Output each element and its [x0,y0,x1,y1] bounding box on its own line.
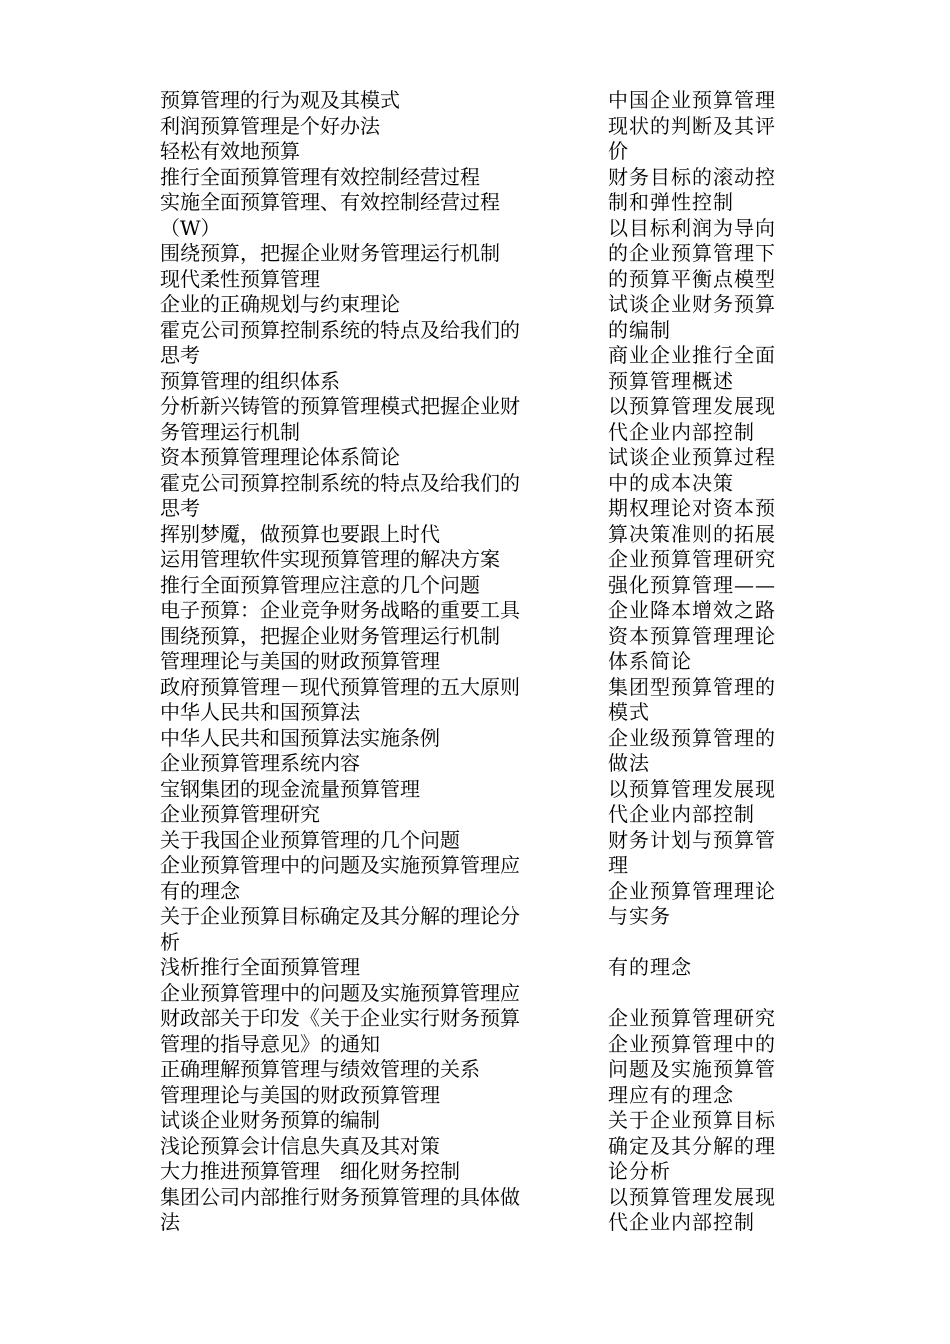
title-line: 的编制 [608,317,671,342]
title-line: 集团型预算管理的 [608,674,776,699]
title-line: 企业预算管理中的 [608,1031,776,1056]
title-line: 电子预算：企业竞争财务战略的重要工具 [160,598,520,622]
title-line: 企业预算管理研究 [608,1006,776,1030]
title-line: 围绕预算，把握企业财务管理运行机制 [160,241,500,265]
title-line: 制和弹性控制 [608,190,734,214]
title-line: 强化预算管理—— [608,572,776,597]
title-line: 代企业内部控制 [608,1210,755,1234]
title-line: 关于企业预算目标确定及其分解的理论分 [160,904,520,928]
title-line: 有的理念 [608,955,692,979]
title-line: 宝钢集团的现金流量预算管理 [160,776,420,801]
left-title-column [160,88,580,1236]
title-line: 浅析推行全面预算管理 [160,955,360,979]
title-line: 管理理论与美国的财政预算管理 [160,649,440,673]
title-line: 企业降本增效之路 [608,598,776,622]
title-line: 大力推进预算管理 细化财务控制 [160,1159,460,1183]
title-line: 代企业内部控制 [608,419,755,444]
title-line: 资本预算管理理论体系简论 [160,445,400,469]
title-line: 企业预算管理中的问题及实施预算管理应 [160,980,520,1005]
title-line [608,981,808,1007]
title-line: 财政部关于印发《关于企业实行财务预算 [160,1006,520,1030]
title-line: 的企业预算管理下 [608,241,776,265]
title-line: 思考 [160,496,200,520]
title-line: 析 [160,929,180,954]
title-line: 论分析 [608,1159,671,1183]
title-line: 政府预算管理－现代预算管理的五大原则 [160,674,520,699]
title-line: 轻松有效地预算 [160,139,300,163]
title-line: 管理的指导意见》的通知 [160,1031,380,1056]
title-line: 现状的判断及其评 [608,113,776,138]
title-line: 以预算管理发展现 [608,1184,776,1209]
title-line: 确定及其分解的理 [608,1133,776,1158]
title-line: 企业预算管理中的问题及实施预算管理应 [160,853,520,877]
title-line: 试谈企业财务预算的编制 [160,1108,380,1132]
title-line: 问题及实施预算管 [608,1057,776,1081]
title-line: 企业预算管理研究 [160,802,320,826]
title-line: 预算管理概述 [608,368,734,393]
title-line: 试谈企业预算过程 [608,445,776,469]
title-line: 法 [160,1210,180,1234]
title-line: 算决策准则的拓展 [608,521,776,546]
right-title-column [608,88,808,1236]
title-line: 试谈企业财务预算 [608,292,776,316]
title-line: 企业级预算管理的 [608,725,776,750]
title-line: 体系简论 [608,649,692,673]
title-line: 企业预算管理研究 [608,547,776,571]
title-line: 关于我国企业预算管理的几个问题 [160,827,460,852]
title-line: 以目标利润为导向 [608,215,776,240]
title-line: 的预算平衡点模型 [608,266,776,291]
title-line: 推行全面预算管理应注意的几个问题 [160,572,480,597]
title-line: 与实务 [608,904,671,928]
title-line: 预算管理的组织体系 [160,368,340,393]
title-line: 挥别梦魇，做预算也要跟上时代 [160,521,440,546]
title-line: 中的成本决策 [608,470,734,495]
title-line: 期权理论对资本预 [608,496,776,520]
title-line: 企业预算管理理论 [608,878,776,903]
title-line: 以预算管理发展现 [608,776,776,801]
title-line: 企业预算管理系统内容 [160,751,360,775]
title-line: 理应有的理念 [608,1082,734,1107]
title-line: 现代柔性预算管理 [160,266,320,291]
title-line: 中华人民共和国预算法实施条例 [160,725,440,750]
title-line: 资本预算管理理论 [608,623,776,648]
title-line: 分析新兴铸管的预算管理模式把握企业财 [160,394,520,418]
title-line: 利润预算管理是个好办法 [160,113,380,138]
title-line: 代企业内部控制 [608,802,755,826]
title-line: 财务计划与预算管 [608,827,776,852]
title-line: 做法 [608,751,650,775]
title-line: 价 [608,139,629,163]
title-line: 模式 [608,700,650,724]
title-line: 运用管理软件实现预算管理的解决方案 [160,547,500,571]
title-line: 思考 [160,343,200,367]
title-line: 正确理解预算管理与绩效管理的关系 [160,1057,480,1081]
title-line: 以预算管理发展现 [608,394,776,418]
title-line: 浅论预算会计信息失真及其对策 [160,1133,440,1158]
title-line: 围绕预算，把握企业财务管理运行机制 [160,623,500,648]
title-line: 霍克公司预算控制系统的特点及给我们的 [160,470,520,495]
title-line [608,930,808,956]
title-line: 财务目标的滚动控 [608,164,776,189]
title-line: （W） [160,215,221,240]
title-line: 中华人民共和国预算法 [160,700,360,724]
title-line: 务管理运行机制 [160,419,300,444]
title-line: 中国企业预算管理 [608,88,776,112]
title-line: 企业的正确规划与约束理论 [160,292,400,316]
title-line: 集团公司内部推行财务预算管理的具体做 [160,1184,520,1209]
title-line: 推行全面预算管理有效控制经营过程 [160,164,480,189]
title-line: 有的理念 [160,878,240,903]
title-line: 霍克公司预算控制系统的特点及给我们的 [160,317,520,342]
title-line: 关于企业预算目标 [608,1108,776,1132]
title-line: 理 [608,853,629,877]
title-line: 实施全面预算管理、有效控制经营过程 [160,190,500,214]
title-line: 管理理论与美国的财政预算管理 [160,1082,440,1107]
title-line: 预算管理的行为观及其模式 [160,88,400,112]
title-line: 商业企业推行全面 [608,343,776,367]
